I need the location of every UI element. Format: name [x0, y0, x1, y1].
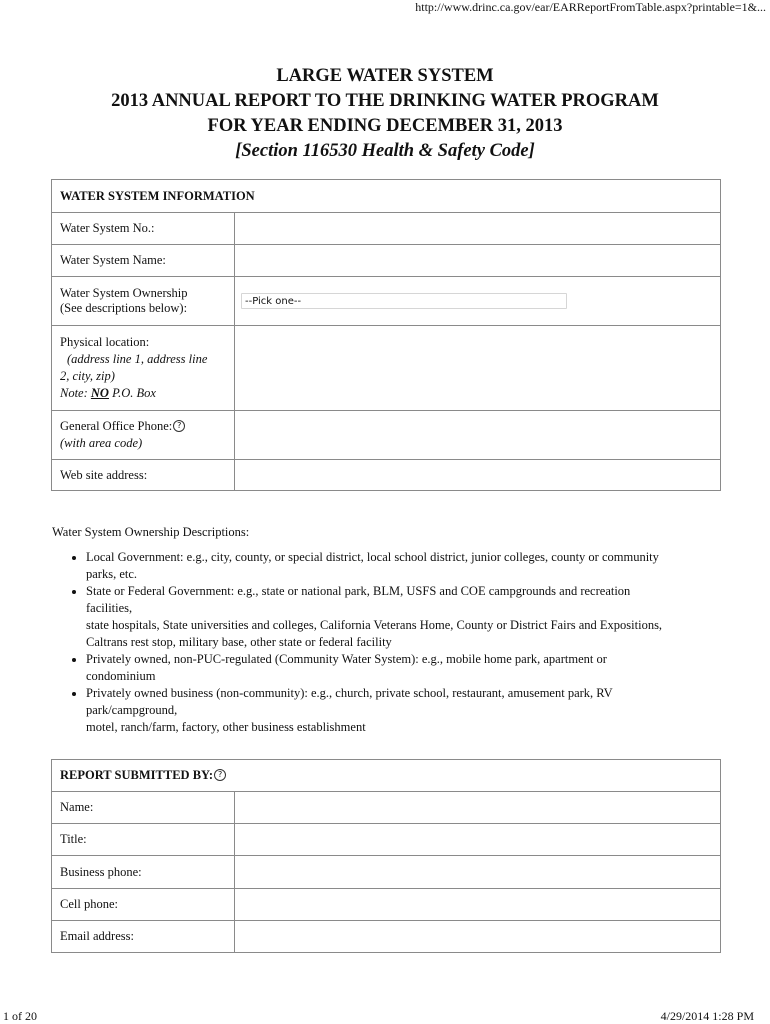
location-label-text: Physical location:	[60, 335, 150, 349]
location-note-no: NO	[90, 386, 109, 400]
location-note-suffix: P.O. Box	[108, 386, 156, 400]
title-line-2: 2013 ANNUAL REPORT TO THE DRINKING WATER PROGRAM	[111, 91, 659, 111]
title-line-3: FOR YEAR ENDING DECEMBER 31, 2013	[207, 116, 563, 136]
title-line-4: [Section 116530 Health & Safety Code]	[235, 141, 535, 161]
list-item-line: Local Government: e.g., city, county, or special district, local school district, junior colleges, county or community	[86, 550, 659, 564]
phone-field[interactable]	[235, 411, 721, 460]
title-line-1: LARGE WATER SYSTEM	[276, 66, 494, 86]
system-no-field[interactable]	[235, 213, 721, 245]
list-item-line: Privately owned business (non-community): e.g., church, private school, restaurant, amusement park, RV	[86, 686, 613, 700]
ownership-label-sub: (See descriptions below):	[60, 301, 188, 315]
list-item-line: park/campground,	[86, 703, 178, 717]
cell-phone-label: Cell phone:	[52, 889, 235, 921]
phone-label	[52, 411, 235, 460]
water-system-info-heading: WATER SYSTEM INFORMATION	[52, 180, 721, 213]
list-item	[86, 651, 746, 685]
page-url: http://www.drinc.ca.gov/ear/EARReportFromTable.aspx?printable=1&...	[415, 0, 766, 14]
list-item	[86, 549, 746, 583]
list-item-line: state hospitals, State universities and colleges, California Veterans Home, County or District Fairs and Expositions,	[86, 618, 663, 632]
report-submitted-heading	[52, 760, 721, 792]
location-field[interactable]	[235, 326, 721, 411]
location-note	[60, 385, 226, 402]
location-label	[52, 326, 235, 411]
water-system-info-table	[51, 179, 721, 491]
system-name-field[interactable]	[235, 245, 721, 277]
location-label-sub2: 2, city, zip)	[60, 369, 115, 383]
list-item-line: Privately owned, non-PUC-regulated (Community Water System): e.g., mobile home park, apartment or	[86, 652, 607, 666]
phone-label-sub: (with area code)	[60, 436, 143, 450]
page-number: 1 of 20	[3, 1009, 37, 1023]
system-no-label: Water System No.:	[52, 213, 235, 245]
list-item-line: condominium	[86, 669, 156, 683]
list-item-line: State or Federal Government: e.g., state or national park, BLM, USFS and COE campgrounds and recreation	[86, 584, 631, 598]
ownership-label-text: Water System Ownership	[60, 286, 188, 300]
name-label: Name:	[52, 792, 235, 824]
system-name-label: Water System Name:	[52, 245, 235, 277]
ownership-cell	[235, 277, 721, 326]
name-field[interactable]	[235, 792, 721, 824]
phone-label-text: General Office Phone:	[60, 419, 173, 433]
report-submitted-table	[51, 759, 721, 953]
list-item-line: parks, etc.	[86, 567, 138, 581]
list-item-line: Caltrans rest stop, military base, other state or federal facility	[86, 635, 392, 649]
list-item-line: facilities,	[86, 601, 133, 615]
list-item	[86, 583, 746, 651]
location-note-prefix: Note:	[60, 386, 91, 400]
business-phone-field[interactable]	[235, 856, 721, 889]
help-icon[interactable]: ?	[214, 769, 226, 781]
report-title	[0, 64, 770, 164]
website-field[interactable]	[235, 460, 721, 491]
business-phone-label: Business phone:	[52, 856, 235, 889]
ownership-select[interactable]: --Pick one--	[241, 293, 567, 309]
ownership-descriptions-heading: Water System Ownership Descriptions:	[52, 525, 250, 539]
title-label: Title:	[52, 824, 235, 856]
list-item-line: motel, ranch/farm, factory, other business establishment	[86, 720, 366, 734]
help-icon[interactable]: ?	[173, 420, 185, 432]
list-item	[86, 685, 746, 736]
email-field[interactable]	[235, 921, 721, 953]
ownership-label	[52, 277, 235, 326]
cell-phone-field[interactable]	[235, 889, 721, 921]
report-submitted-heading-text: REPORT SUBMITTED BY:	[60, 768, 214, 782]
ownership-descriptions-list	[52, 549, 746, 736]
title-field[interactable]	[235, 824, 721, 856]
email-label: Email address:	[52, 921, 235, 953]
website-label: Web site address:	[52, 460, 235, 491]
print-datetime: 4/29/2014 1:28 PM	[660, 1009, 754, 1023]
location-label-sub1: (address line 1, address line	[67, 352, 208, 366]
